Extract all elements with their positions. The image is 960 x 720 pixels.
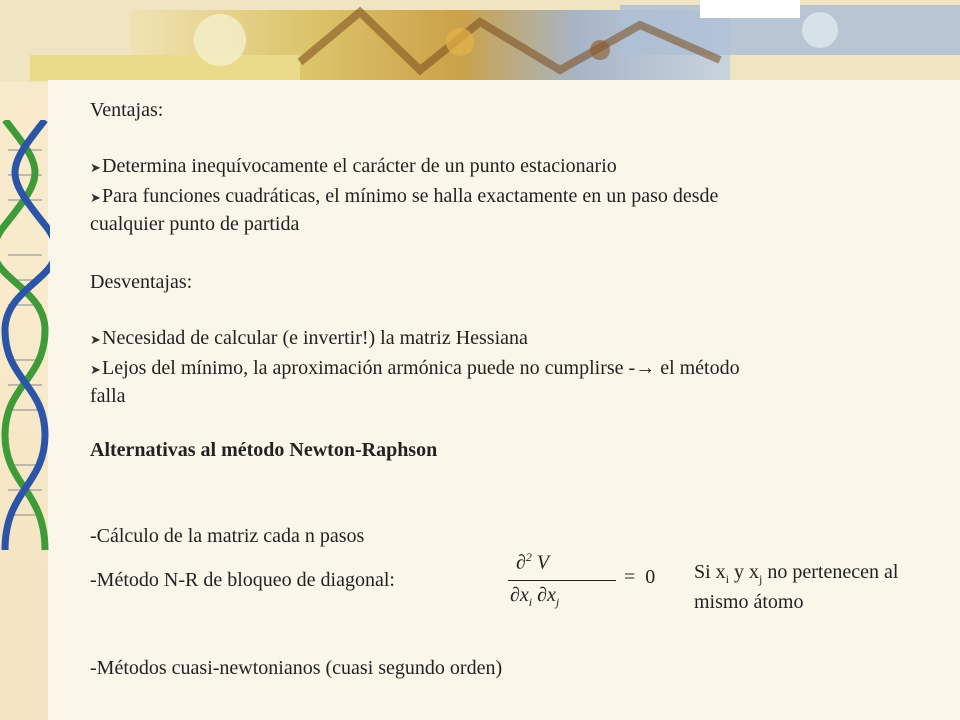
formula-sub-j: j [555,595,560,609]
diagonal-block-formula [508,550,678,620]
ventajas-item-2 [90,184,718,210]
alternativas-heading: Alternativas al método Newton-Raphson [90,439,438,461]
alternativa-1: -Cálculo de la matriz cada n pasos [90,525,365,547]
formula-denominator-i: ∂x [510,584,529,606]
formula-variable: V [536,551,550,574]
formula-sub-i: i [528,595,533,609]
desventajas-item-2 [90,356,740,382]
formula-equals [624,566,655,589]
header-banner [0,0,960,82]
desventajas-item-2-continuation: falla [90,385,126,407]
alternativa-3: -Métodos cuasi-newtonianos (cuasi segundo orden) [90,657,503,679]
fraction-line [508,580,616,581]
condition-sub-j: j [759,572,763,586]
partial-symbol: ∂ [516,551,526,574]
dna-helix-decoration [0,120,50,550]
arrow-bullet-icon: ➤ [90,190,101,205]
desventajas-item-1 [90,326,528,352]
condition-text-1: Si x [694,561,726,583]
arrow-bullet-icon: ➤ [90,160,101,175]
right-arrow-icon: → [635,357,656,379]
arrow-bullet-icon: ➤ [90,332,101,347]
formula-denominator [510,584,559,610]
condition-sub-i: i [725,572,730,586]
desventajas-item-2-text-after: el método [655,357,740,379]
alternativa-2: -Método N-R de bloqueo de diagonal: [90,569,395,591]
condition-text-3: no pertenecen al [762,561,899,583]
desventajas-item-2-text: Lejos del mínimo, la aproximación armónica puede no cumplirse - [102,357,636,379]
ventajas-item-1 [90,154,617,180]
desventajas-heading: Desventajas: [90,271,193,293]
formula-denominator-j: ∂x [537,584,556,606]
condition-text-2: y x [729,561,760,583]
condition-line-2: mismo átomo [694,591,804,613]
ventajas-item-2-continuation: cualquier punto de partida [90,213,300,235]
ventajas-heading: Ventajas: [90,99,164,121]
equals-sign: = [624,566,636,588]
formula-exponent: 2 [525,550,532,564]
condition-line-1 [694,560,898,591]
ventajas-item-2-text: Para funciones cuadráticas, el mínimo se halla exactamente en un paso desde [102,185,719,207]
ventajas-item-1-text: Determina inequívocamente el carácter de un punto estacionario [102,155,617,177]
formula-rhs: 0 [645,566,656,588]
desventajas-item-1-text: Necesidad de calcular (e invertir!) la matriz Hessiana [102,327,528,349]
formula-numerator [516,550,549,575]
arrow-bullet-icon: ➤ [90,362,101,377]
